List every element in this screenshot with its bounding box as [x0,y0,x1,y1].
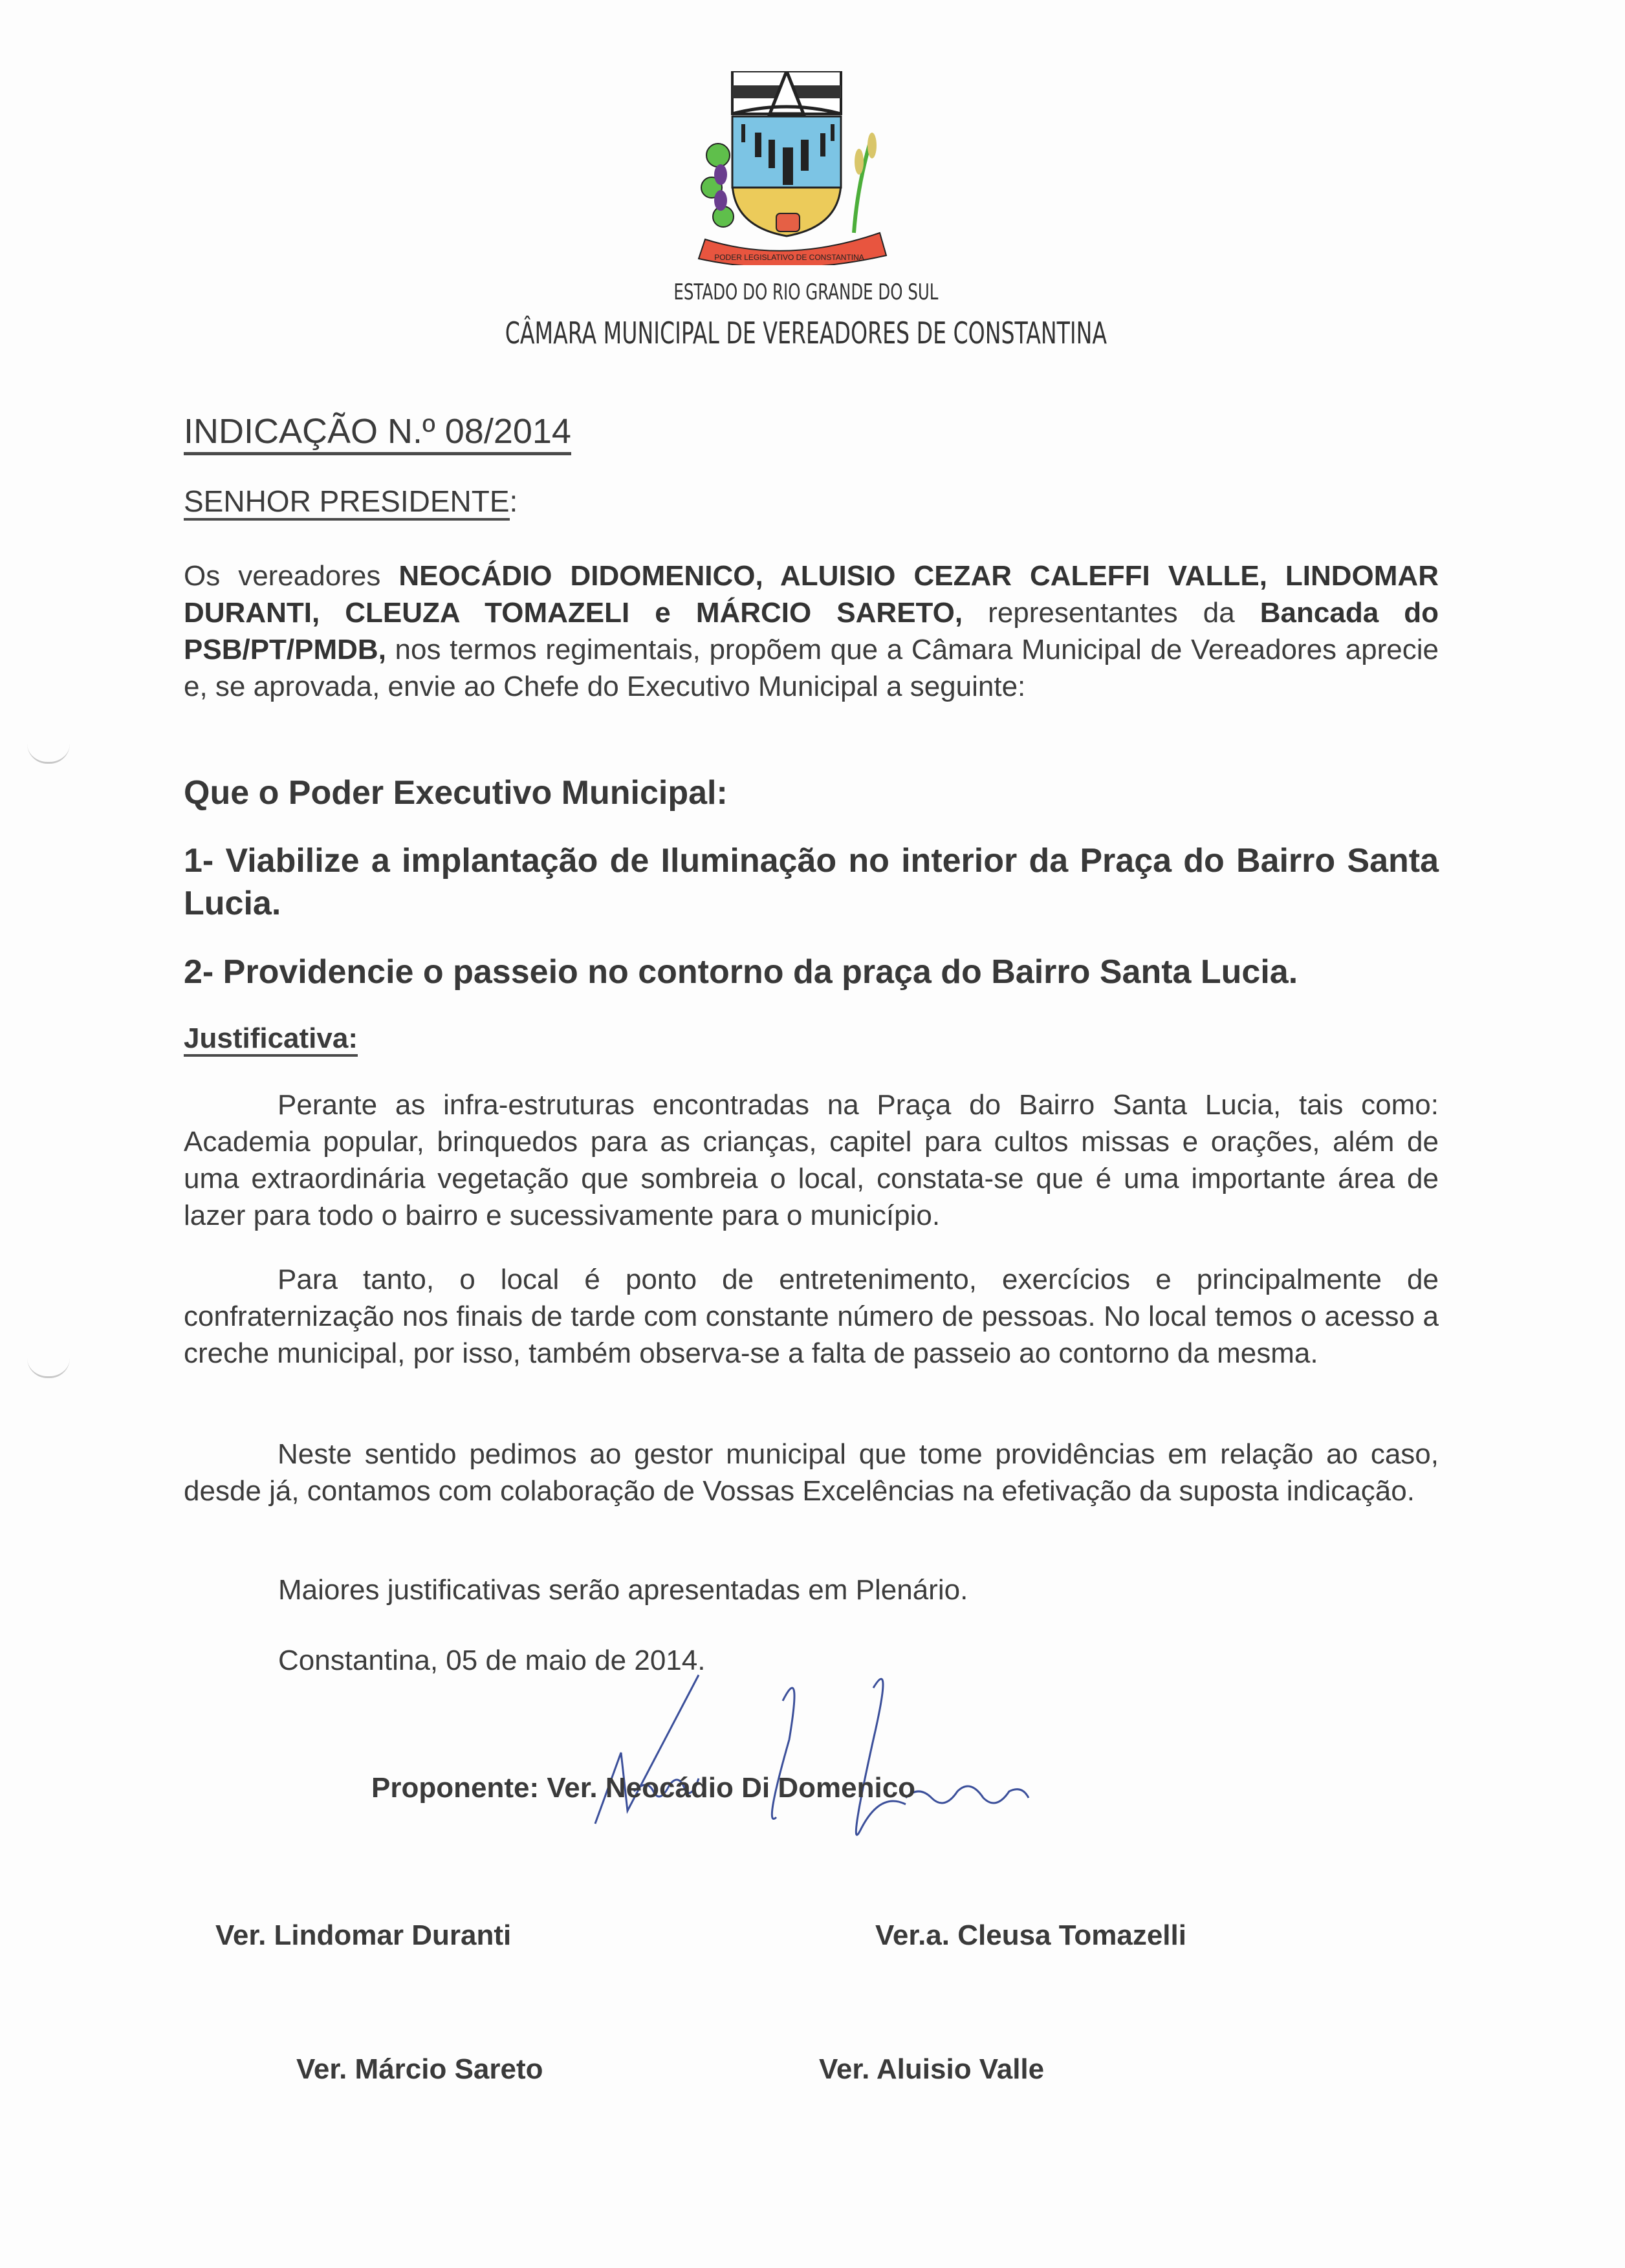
document-title: INDICAÇÃO N.º 08/2014 [184,413,571,455]
wheat-corn-icon [854,133,877,233]
signer-name: Ver. Lindomar Duranti [215,1919,512,1951]
party-bench: Bancada do PSB/PT/PMDB, [184,597,1439,665]
intro-conjunction: e [629,597,696,629]
salutation [184,485,518,518]
intro-text: Os vereadores [184,560,399,592]
salutation-colon: : [509,484,518,518]
closing-line: Maiores justificativas serão apresentadas em Plenário. [278,1574,968,1606]
intro-text: representantes da [963,597,1260,629]
ribbon-banner-icon [699,233,886,265]
chamber-name: CÂMARA MUNICIPAL DE VEREADORES DE CONSTANTINA [505,316,1107,351]
request-item: 2- Providencie o passeio no contorno da praça do Bairro Santa Lucia. [184,953,1298,991]
councilor-names: NEOCÁDIO DIDOMENICO, ALUISIO CEZAR CALEFFI VALLE, LINDOMAR DURANTI, CLEUZA TOMAZELI [184,560,1439,629]
request-item: 1- Viabilize a implantação de Iluminação no interior da Praça do Bairro Santa Lucia. [184,842,1439,922]
salutation-text: SENHOR PRESIDENTE [184,484,510,521]
signer-name: Ver.a. Cleusa Tomazelli [875,1919,1186,1951]
coat-of-arms-logo [692,71,893,265]
punch-hole-mark [27,744,70,764]
councilor-names: MÁRCIO SARETO, [695,597,963,629]
handwritten-signature [569,1662,1151,1843]
proponent-signature: Proponente: Ver. Neocádio Di Domenico [371,1772,916,1804]
signer-name: Ver. Aluisio Valle [819,2053,1045,2085]
request-heading: Que o Poder Executivo Municipal: [184,774,728,812]
state-name: ESTADO DO RIO GRANDE DO SUL [673,279,939,305]
grapevine-icon [701,144,734,227]
signer-name: Ver. Márcio Sareto [296,2053,543,2085]
justification-paragraph: Perante as infra-estruturas encontradas na Praça do Bairro Santa Lucia, tais como: Academia popular, brinquedos para as crianças, capitel para cultos missas e orações, além de uma extraordinária vegetação que sombreia o local, constata-se que é uma importante área de lazer para todo o bairro e sucessivamente para o município. [184,1089,1439,1231]
pot-icon [776,213,800,232]
justification-paragraph: Neste sentido pedimos ao gestor municipal que tome providências em relação ao caso, desde já, contamos com colaboração de Vossas Excelências na efetivação da suposta indicação. [184,1438,1439,1507]
justification-heading: Justificativa: [184,1023,358,1057]
intro-paragraph [184,557,1439,705]
intro-text: nos termos regimentais, propõem que a Câmara Municipal de Vereadores aprecie e, se aprovada, envie ao Chefe do Executivo Municipal a seguinte: [184,634,1439,702]
svg-text:PODER LEGISLATIVO DE CONSTANTI: PODER LEGISLATIVO DE CONSTANTINA [714,253,864,262]
castle-crown-icon [732,71,841,114]
justification-paragraph: Para tanto, o local é ponto de entretenimento, exercícios e principalmente de confraternização nos finais de tarde com constante número de pessoas. No local temos o acesso a creche municipal, por isso, também observa-se a falta de passeio ao contorno da mesma. [184,1264,1439,1369]
place-date: Constantina, 05 de maio de 2014. [278,1645,706,1676]
punch-hole-mark [27,1358,70,1378]
